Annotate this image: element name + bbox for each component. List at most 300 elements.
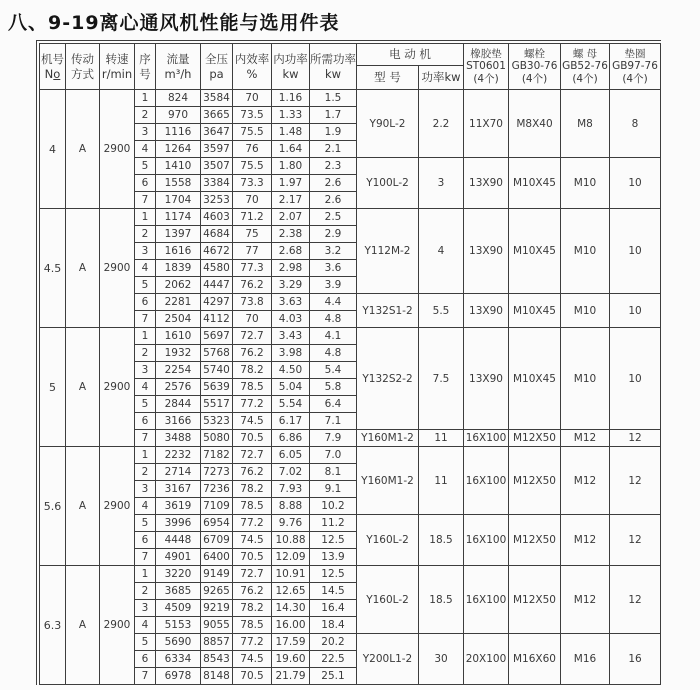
efficiency-cell: 70.5 xyxy=(233,549,272,566)
table-row xyxy=(40,447,661,464)
internal-power-cell: 4.03 xyxy=(272,311,310,328)
pressure-cell: 3384 xyxy=(201,175,233,192)
washer-cell: 12 xyxy=(610,430,661,447)
flow-cell: 1174 xyxy=(156,209,201,226)
efficiency-cell: 78.2 xyxy=(233,481,272,498)
col-header-efficiency: 内效率 % xyxy=(233,44,272,90)
col-header-speed: 转速 r/min xyxy=(100,44,135,90)
seq-cell: 5 xyxy=(135,515,156,532)
pressure-cell: 5323 xyxy=(201,413,233,430)
flow-cell: 1397 xyxy=(156,226,201,243)
nut-cell: M10 xyxy=(561,328,610,430)
rubber-pad-cell: 13X90 xyxy=(464,294,509,328)
pressure-cell: 3597 xyxy=(201,141,233,158)
efficiency-cell: 78.5 xyxy=(233,617,272,634)
efficiency-cell: 77.2 xyxy=(233,515,272,532)
internal-power-cell: 3.98 xyxy=(272,345,310,362)
efficiency-cell: 76.2 xyxy=(233,583,272,600)
motor-power-cell: 2.2 xyxy=(419,90,464,158)
internal-power-cell: 2.68 xyxy=(272,243,310,260)
pressure-cell: 4297 xyxy=(201,294,233,311)
required-power-cell: 7.0 xyxy=(310,447,357,464)
rubber-pad-cell: 13X90 xyxy=(464,158,509,209)
pressure-cell: 5080 xyxy=(201,430,233,447)
efficiency-cell: 74.5 xyxy=(233,532,272,549)
internal-power-cell: 5.54 xyxy=(272,396,310,413)
required-power-cell: 4.8 xyxy=(310,311,357,328)
required-power-cell: 13.9 xyxy=(310,549,357,566)
motor-power-cell: 5.5 xyxy=(419,294,464,328)
flow-cell: 1558 xyxy=(156,175,201,192)
required-power-cell: 3.9 xyxy=(310,277,357,294)
machine-no-cell: 5 xyxy=(40,328,66,447)
flow-cell: 1704 xyxy=(156,192,201,209)
internal-power-cell: 3.63 xyxy=(272,294,310,311)
rubber-pad-cell: 11X70 xyxy=(464,90,509,158)
bolt-cell: M12X50 xyxy=(509,566,561,634)
fan-selection-table xyxy=(39,43,661,685)
table-row xyxy=(40,209,661,226)
efficiency-cell: 78.2 xyxy=(233,600,272,617)
required-power-cell: 20.2 xyxy=(310,634,357,651)
required-power-cell: 4.4 xyxy=(310,294,357,311)
efficiency-cell: 78.5 xyxy=(233,498,272,515)
seq-cell: 4 xyxy=(135,379,156,396)
required-power-cell: 5.8 xyxy=(310,379,357,396)
internal-power-cell: 2.98 xyxy=(272,260,310,277)
required-power-cell: 9.1 xyxy=(310,481,357,498)
internal-power-cell: 10.88 xyxy=(272,532,310,549)
pressure-cell: 6954 xyxy=(201,515,233,532)
washer-cell: 16 xyxy=(610,634,661,685)
seq-cell: 3 xyxy=(135,124,156,141)
bolt-cell: M10X45 xyxy=(509,209,561,294)
pressure-cell: 4603 xyxy=(201,209,233,226)
nut-cell: M10 xyxy=(561,158,610,209)
seq-cell: 1 xyxy=(135,447,156,464)
rubber-pad-cell: 13X90 xyxy=(464,328,509,430)
pressure-cell: 5639 xyxy=(201,379,233,396)
internal-power-cell: 12.09 xyxy=(272,549,310,566)
washer-cell: 10 xyxy=(610,294,661,328)
required-power-cell: 7.1 xyxy=(310,413,357,430)
pressure-cell: 9149 xyxy=(201,566,233,583)
drive-mode-cell: A xyxy=(66,328,100,447)
pressure-cell: 3253 xyxy=(201,192,233,209)
pressure-cell: 8543 xyxy=(201,651,233,668)
required-power-cell: 1.9 xyxy=(310,124,357,141)
col-header-rubber-pad: 橡胶垫 ST0601 (4个) xyxy=(464,44,509,90)
nut-cell: M12 xyxy=(561,430,610,447)
required-power-cell: 2.3 xyxy=(310,158,357,175)
required-power-cell: 4.1 xyxy=(310,328,357,345)
speed-cell: 2900 xyxy=(100,447,135,566)
seq-cell: 6 xyxy=(135,413,156,430)
internal-power-cell: 2.38 xyxy=(272,226,310,243)
pressure-cell: 7236 xyxy=(201,481,233,498)
seq-cell: 7 xyxy=(135,311,156,328)
motor-model-cell: Y132S1-2 xyxy=(357,294,419,328)
internal-power-cell: 6.86 xyxy=(272,430,310,447)
required-power-cell: 22.5 xyxy=(310,651,357,668)
seq-cell: 2 xyxy=(135,583,156,600)
seq-cell: 7 xyxy=(135,668,156,685)
internal-power-cell: 7.02 xyxy=(272,464,310,481)
seq-cell: 6 xyxy=(135,651,156,668)
efficiency-cell: 78.5 xyxy=(233,379,272,396)
washer-cell: 12 xyxy=(610,515,661,566)
motor-model-cell: Y90L-2 xyxy=(357,90,419,158)
efficiency-cell: 77 xyxy=(233,243,272,260)
nut-cell: M16 xyxy=(561,634,610,685)
efficiency-cell: 76.2 xyxy=(233,345,272,362)
motor-power-cell: 7.5 xyxy=(419,328,464,430)
washer-cell: 8 xyxy=(610,90,661,158)
col-header-pressure: 全压 pa xyxy=(201,44,233,90)
bolt-cell: M10X45 xyxy=(509,328,561,430)
required-power-cell: 12.5 xyxy=(310,566,357,583)
seq-cell: 4 xyxy=(135,141,156,158)
required-power-cell: 14.5 xyxy=(310,583,357,600)
rubber-pad-cell: 16X100 xyxy=(464,566,509,634)
required-power-cell: 7.9 xyxy=(310,430,357,447)
internal-power-cell: 8.88 xyxy=(272,498,310,515)
seq-cell: 1 xyxy=(135,209,156,226)
seq-cell: 2 xyxy=(135,345,156,362)
col-header-flow: 流量 m³/h xyxy=(156,44,201,90)
flow-cell: 2232 xyxy=(156,447,201,464)
flow-cell: 3488 xyxy=(156,430,201,447)
seq-cell: 4 xyxy=(135,260,156,277)
bolt-cell: M12X50 xyxy=(509,515,561,566)
flow-cell: 2844 xyxy=(156,396,201,413)
required-power-cell: 18.4 xyxy=(310,617,357,634)
col-header-seq: 序 号 xyxy=(135,44,156,90)
internal-power-cell: 1.80 xyxy=(272,158,310,175)
pressure-cell: 9265 xyxy=(201,583,233,600)
seq-cell: 1 xyxy=(135,90,156,107)
efficiency-cell: 76.2 xyxy=(233,277,272,294)
efficiency-cell: 75.5 xyxy=(233,124,272,141)
table-row xyxy=(40,566,661,583)
efficiency-cell: 74.5 xyxy=(233,413,272,430)
flow-cell: 5690 xyxy=(156,634,201,651)
bolt-cell: M10X45 xyxy=(509,294,561,328)
washer-cell: 10 xyxy=(610,158,661,209)
motor-power-cell: 30 xyxy=(419,634,464,685)
flow-cell: 4901 xyxy=(156,549,201,566)
efficiency-cell: 71.2 xyxy=(233,209,272,226)
seq-cell: 5 xyxy=(135,277,156,294)
seq-cell: 2 xyxy=(135,226,156,243)
drive-mode-cell: A xyxy=(66,209,100,328)
motor-model-cell: Y160L-2 xyxy=(357,566,419,634)
col-header-drive: 传动 方式 xyxy=(66,44,100,90)
motor-model-cell: Y160M1-2 xyxy=(357,430,419,447)
pressure-cell: 5740 xyxy=(201,362,233,379)
internal-power-cell: 1.97 xyxy=(272,175,310,192)
internal-power-cell: 21.79 xyxy=(272,668,310,685)
col-header-bolt: 螺栓 GB30-76 (4个) xyxy=(509,44,561,90)
pressure-cell: 5517 xyxy=(201,396,233,413)
pressure-cell: 5768 xyxy=(201,345,233,362)
col-header-washer: 垫圈 GB97-76 (4个) xyxy=(610,44,661,90)
flow-cell: 824 xyxy=(156,90,201,107)
internal-power-cell: 10.91 xyxy=(272,566,310,583)
required-power-cell: 2.9 xyxy=(310,226,357,243)
required-power-cell: 4.8 xyxy=(310,345,357,362)
pressure-cell: 9055 xyxy=(201,617,233,634)
seq-cell: 1 xyxy=(135,566,156,583)
pressure-cell: 3665 xyxy=(201,107,233,124)
efficiency-cell: 73.8 xyxy=(233,294,272,311)
efficiency-cell: 75 xyxy=(233,226,272,243)
rubber-pad-cell: 16X100 xyxy=(464,447,509,515)
flow-cell: 2254 xyxy=(156,362,201,379)
required-power-cell: 16.4 xyxy=(310,600,357,617)
bolt-cell: M8X40 xyxy=(509,90,561,158)
col-header-internal-power: 内功率 kw xyxy=(272,44,310,90)
flow-cell: 2281 xyxy=(156,294,201,311)
rubber-pad-cell: 13X90 xyxy=(464,209,509,294)
internal-power-cell: 1.64 xyxy=(272,141,310,158)
pressure-cell: 4112 xyxy=(201,311,233,328)
speed-cell: 2900 xyxy=(100,566,135,685)
flow-cell: 970 xyxy=(156,107,201,124)
efficiency-cell: 75.5 xyxy=(233,158,272,175)
internal-power-cell: 1.33 xyxy=(272,107,310,124)
seq-cell: 3 xyxy=(135,481,156,498)
required-power-cell: 2.5 xyxy=(310,209,357,226)
seq-cell: 5 xyxy=(135,396,156,413)
efficiency-cell: 70.5 xyxy=(233,668,272,685)
seq-cell: 5 xyxy=(135,634,156,651)
nut-cell: M10 xyxy=(561,209,610,294)
motor-model-cell: Y160L-2 xyxy=(357,515,419,566)
col-header-machine-no: 机号 No xyxy=(40,44,66,90)
required-power-cell: 1.7 xyxy=(310,107,357,124)
rubber-pad-cell: 16X100 xyxy=(464,515,509,566)
machine-no-cell: 6.3 xyxy=(40,566,66,685)
seq-cell: 2 xyxy=(135,107,156,124)
rubber-pad-cell: 20X100 xyxy=(464,634,509,685)
fan-table-border xyxy=(36,40,661,685)
pressure-cell: 5697 xyxy=(201,328,233,345)
pressure-cell: 7182 xyxy=(201,447,233,464)
seq-cell: 1 xyxy=(135,328,156,345)
bolt-cell: M10X45 xyxy=(509,158,561,209)
machine-no-cell: 4.5 xyxy=(40,209,66,328)
nut-cell: M8 xyxy=(561,90,610,158)
internal-power-cell: 3.29 xyxy=(272,277,310,294)
internal-power-cell: 6.05 xyxy=(272,447,310,464)
efficiency-cell: 77.2 xyxy=(233,634,272,651)
efficiency-cell: 70 xyxy=(233,311,272,328)
required-power-cell: 3.6 xyxy=(310,260,357,277)
motor-model-cell: Y132S2-2 xyxy=(357,328,419,430)
required-power-cell: 5.4 xyxy=(310,362,357,379)
pressure-cell: 4672 xyxy=(201,243,233,260)
efficiency-cell: 70.5 xyxy=(233,430,272,447)
drive-mode-cell: A xyxy=(66,447,100,566)
pressure-cell: 6400 xyxy=(201,549,233,566)
internal-power-cell: 9.76 xyxy=(272,515,310,532)
efficiency-cell: 70 xyxy=(233,192,272,209)
col-header-motor-power: 功率kw xyxy=(419,66,464,90)
washer-cell: 12 xyxy=(610,447,661,515)
required-power-cell: 6.4 xyxy=(310,396,357,413)
efficiency-cell: 72.7 xyxy=(233,447,272,464)
flow-cell: 3166 xyxy=(156,413,201,430)
seq-cell: 3 xyxy=(135,600,156,617)
pressure-cell: 8857 xyxy=(201,634,233,651)
pressure-cell: 9219 xyxy=(201,600,233,617)
efficiency-cell: 70 xyxy=(233,90,272,107)
nut-cell: M12 xyxy=(561,566,610,634)
washer-cell: 10 xyxy=(610,328,661,430)
required-power-cell: 25.1 xyxy=(310,668,357,685)
internal-power-cell: 19.60 xyxy=(272,651,310,668)
required-power-cell: 3.2 xyxy=(310,243,357,260)
internal-power-cell: 17.59 xyxy=(272,634,310,651)
flow-cell: 3167 xyxy=(156,481,201,498)
seq-cell: 6 xyxy=(135,294,156,311)
pressure-cell: 6709 xyxy=(201,532,233,549)
flow-cell: 3619 xyxy=(156,498,201,515)
required-power-cell: 12.5 xyxy=(310,532,357,549)
flow-cell: 2504 xyxy=(156,311,201,328)
motor-power-cell: 11 xyxy=(419,447,464,515)
motor-power-cell: 3 xyxy=(419,158,464,209)
efficiency-cell: 74.5 xyxy=(233,651,272,668)
washer-cell: 10 xyxy=(610,209,661,294)
page-title: 八、9-19离心通风机性能与选用件表 xyxy=(8,12,340,34)
motor-power-cell: 18.5 xyxy=(419,566,464,634)
internal-power-cell: 2.07 xyxy=(272,209,310,226)
efficiency-cell: 78.2 xyxy=(233,362,272,379)
motor-model-cell: Y112M-2 xyxy=(357,209,419,294)
machine-no-cell: 4 xyxy=(40,90,66,209)
efficiency-cell: 76.2 xyxy=(233,464,272,481)
motor-power-cell: 4 xyxy=(419,209,464,294)
required-power-cell: 2.1 xyxy=(310,141,357,158)
flow-cell: 1932 xyxy=(156,345,201,362)
nut-cell: M12 xyxy=(561,447,610,515)
flow-cell: 1116 xyxy=(156,124,201,141)
efficiency-cell: 73.5 xyxy=(233,107,272,124)
flow-cell: 3220 xyxy=(156,566,201,583)
bolt-cell: M12X50 xyxy=(509,447,561,515)
internal-power-cell: 5.04 xyxy=(272,379,310,396)
table-row xyxy=(40,90,661,107)
seq-cell: 4 xyxy=(135,617,156,634)
table-row xyxy=(40,328,661,345)
efficiency-cell: 73.3 xyxy=(233,175,272,192)
bolt-cell: M16X60 xyxy=(509,634,561,685)
pressure-cell: 3507 xyxy=(201,158,233,175)
bolt-cell: M12X50 xyxy=(509,430,561,447)
efficiency-cell: 77.3 xyxy=(233,260,272,277)
nut-cell: M12 xyxy=(561,515,610,566)
internal-power-cell: 16.00 xyxy=(272,617,310,634)
col-header-nut: 螺 母 GB52-76 (4个) xyxy=(561,44,610,90)
flow-cell: 1839 xyxy=(156,260,201,277)
flow-cell: 1610 xyxy=(156,328,201,345)
col-header-motor: 电 动 机 xyxy=(357,44,464,66)
efficiency-cell: 76 xyxy=(233,141,272,158)
seq-cell: 6 xyxy=(135,175,156,192)
seq-cell: 5 xyxy=(135,158,156,175)
internal-power-cell: 12.65 xyxy=(272,583,310,600)
internal-power-cell: 4.50 xyxy=(272,362,310,379)
internal-power-cell: 1.16 xyxy=(272,90,310,107)
required-power-cell: 11.2 xyxy=(310,515,357,532)
washer-cell: 12 xyxy=(610,566,661,634)
seq-cell: 3 xyxy=(135,243,156,260)
flow-cell: 1264 xyxy=(156,141,201,158)
pressure-cell: 7273 xyxy=(201,464,233,481)
motor-model-cell: Y160M1-2 xyxy=(357,447,419,515)
efficiency-cell: 72.7 xyxy=(233,328,272,345)
drive-mode-cell: A xyxy=(66,566,100,685)
flow-cell: 2714 xyxy=(156,464,201,481)
pressure-cell: 7109 xyxy=(201,498,233,515)
efficiency-cell: 72.7 xyxy=(233,566,272,583)
internal-power-cell: 2.17 xyxy=(272,192,310,209)
seq-cell: 3 xyxy=(135,362,156,379)
flow-cell: 4509 xyxy=(156,600,201,617)
flow-cell: 2576 xyxy=(156,379,201,396)
internal-power-cell: 1.48 xyxy=(272,124,310,141)
seq-cell: 6 xyxy=(135,532,156,549)
required-power-cell: 8.1 xyxy=(310,464,357,481)
speed-cell: 2900 xyxy=(100,209,135,328)
seq-cell: 7 xyxy=(135,549,156,566)
seq-cell: 7 xyxy=(135,192,156,209)
internal-power-cell: 3.43 xyxy=(272,328,310,345)
col-header-required-power: 所需功率 kw xyxy=(310,44,357,90)
seq-cell: 2 xyxy=(135,464,156,481)
internal-power-cell: 14.30 xyxy=(272,600,310,617)
drive-mode-cell: A xyxy=(66,90,100,209)
pressure-cell: 3584 xyxy=(201,90,233,107)
pressure-cell: 4684 xyxy=(201,226,233,243)
nut-cell: M10 xyxy=(561,294,610,328)
col-header-motor-model: 型 号 xyxy=(357,66,419,90)
seq-cell: 4 xyxy=(135,498,156,515)
required-power-cell: 2.6 xyxy=(310,192,357,209)
motor-model-cell: Y200L1-2 xyxy=(357,634,419,685)
pressure-cell: 8148 xyxy=(201,668,233,685)
flow-cell: 6978 xyxy=(156,668,201,685)
motor-power-cell: 11 xyxy=(419,430,464,447)
flow-cell: 2062 xyxy=(156,277,201,294)
pressure-cell: 4580 xyxy=(201,260,233,277)
machine-no-cell: 5.6 xyxy=(40,447,66,566)
required-power-cell: 2.6 xyxy=(310,175,357,192)
motor-model-cell: Y100L-2 xyxy=(357,158,419,209)
internal-power-cell: 6.17 xyxy=(272,413,310,430)
motor-power-cell: 18.5 xyxy=(419,515,464,566)
speed-cell: 2900 xyxy=(100,90,135,209)
speed-cell: 2900 xyxy=(100,328,135,447)
required-power-cell: 10.2 xyxy=(310,498,357,515)
seq-cell: 7 xyxy=(135,430,156,447)
required-power-cell: 1.5 xyxy=(310,90,357,107)
flow-cell: 1410 xyxy=(156,158,201,175)
flow-cell: 5153 xyxy=(156,617,201,634)
efficiency-cell: 77.2 xyxy=(233,396,272,413)
